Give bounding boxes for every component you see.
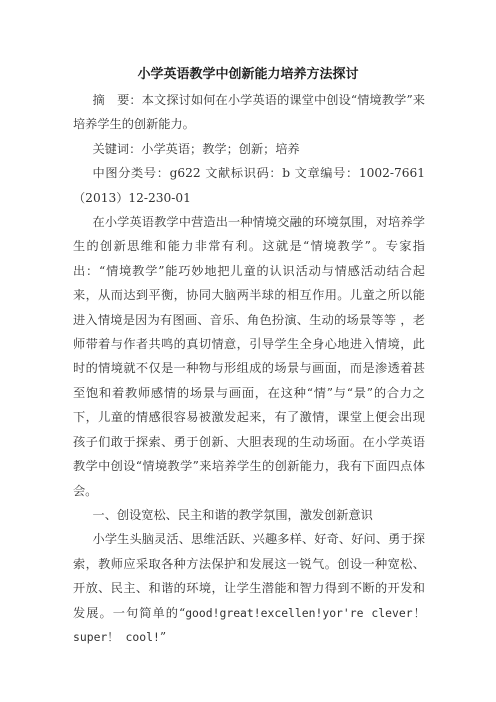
intro-paragraph: 在小学英语教学中营造出一种情境交融的环境氛围，对培养学生的创新思维和能力非常有利。这就是“情境教学”。专家指出：“情境教学”能巧妙地把儿童的认识活动与情感活动结合起来，从而达到平衡，协同大脑两半球的相互作用。儿童之所以能进入情境是因为有图画、音乐、角色扮演、生动的场景等等 ，老师带着与作者共鸣的真切情意，引导学生全身心地进入情境，此时的情境就不仅是一种物与形组成的场景与画面，而是渗透着甚至饱和着教师感情的场景与画面，在这种“情”与“景”的合力之下，儿童的情感很容易被激发起来，有了激情，课堂上便会出现孩子们敢于探索、勇于创新、大胆表现的生动场面。在小学英语教学中创设“情境教学”来培养学生的创新能力，我有下面四点体会。 (73, 215, 425, 498)
abstract-paragraph: 摘 要：本文探讨如何在小学英语的课堂中创设“情境教学”来培养学生的创新能力。 (73, 93, 425, 132)
section-paragraph (73, 527, 425, 649)
section-text-end: ” (159, 629, 167, 644)
section-heading: 一、创设宽松、民主和谐的教学氛围，激发创新意识 (92, 507, 373, 522)
classification-paragraph: 中图分类号：g622 文献标识码：b 文章编号：1002-7661（2013）12-230-01 (73, 166, 425, 205)
document-title: 小学英语教学中创新能力培养方法探讨 (137, 67, 359, 82)
document-body (73, 88, 425, 649)
keywords-paragraph: 关键词：小学英语；教学；创新；培养 (92, 141, 300, 156)
praise-phrase: good!great!excellen!yor're clever！ super！ cool! (73, 605, 425, 644)
section-text-start: 小学生头脑灵活、思维活跃、兴趣多样、好奇、好问、勇于探索，教师应采取各种方法保护和发展这一锐气。创设一种宽松、开放、民主、和谐的环境，让学生潜能和智力得到不断的开发和发展。一句简单的“ (73, 532, 425, 620)
